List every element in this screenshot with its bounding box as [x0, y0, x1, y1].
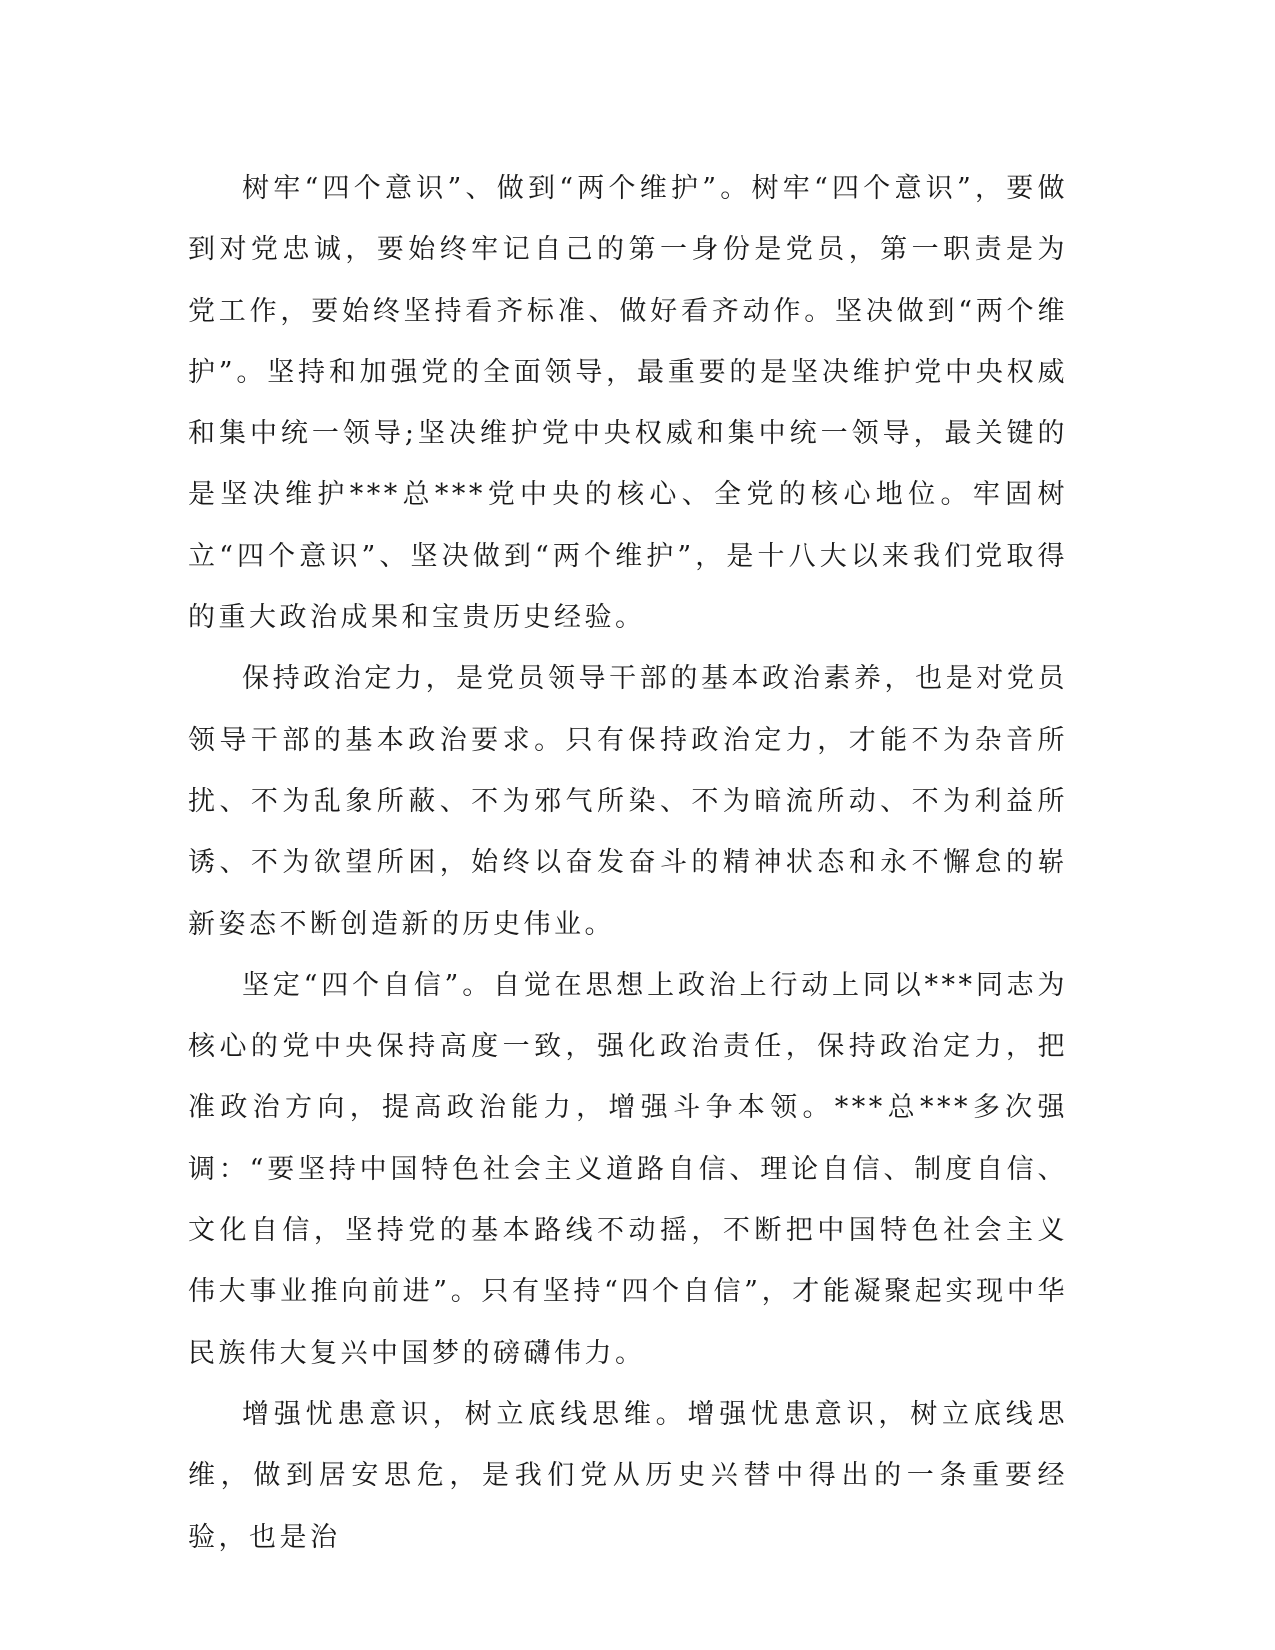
paragraph-political-stability: 保持政治定力，是党员领导干部的基本政治素养，也是对党员领导干部的基本政治要求。只有保持政治定力，才能不为杂音所扰、不为乱象所蔽、不为邪气所染、不为暗流所动、不为利益所诱、不为欲望所困，始终以奋发奋斗的精神状态和永不懈怠的崭新姿态不断创造新的历史伟业。 — [188, 663, 1068, 940]
paragraph-four-confidences: 坚定“四个自信”。自觉在思想上政治上行动上同以***同志为核心的党中央保持高度一致，强化政治责任，保持政治定力，把准政治方向，提高政治能力，增强斗争本领。***总***多次强调：“要坚持中国特色社会主义道路自信、理论自信、制度自信、文化自信，坚持党的基本路线不动摇，不断把中国特色社会主义伟大事业推向前进”。只有坚持“四个自信”，才能凝聚起实现中华民族伟大复兴中国梦的磅礴伟力。 — [188, 969, 1068, 1369]
paragraph-four-consciousness: 树牢“四个意识”、做到“两个维护”。树牢“四个意识”，要做到对党忠诚，要始终牢记自己的第一身份是党员，第一职责是为党工作，要始终坚持看齐标准、做好看齐动作。坚决做到“两个维护”。坚持和加强党的全面领导，最重要的是坚决维护党中央权威和集中统一领导;坚决维护党中央权威和集中统一领导，最关键的是坚决维护***总***党中央的核心、全党的核心地位。牢固树立“四个意识”、坚决做到“两个维护”，是十八大以来我们党取得的重大政治成果和宝贵历史经验。 — [188, 173, 1068, 634]
paragraph-risk-awareness: 增强忧患意识，树立底线思维。增强忧患意识，树立底线思维，做到居安思危，是我们党从历史兴替中得出的一条重要经验，也是治 — [188, 1398, 1068, 1553]
document-body — [188, 158, 1068, 1568]
